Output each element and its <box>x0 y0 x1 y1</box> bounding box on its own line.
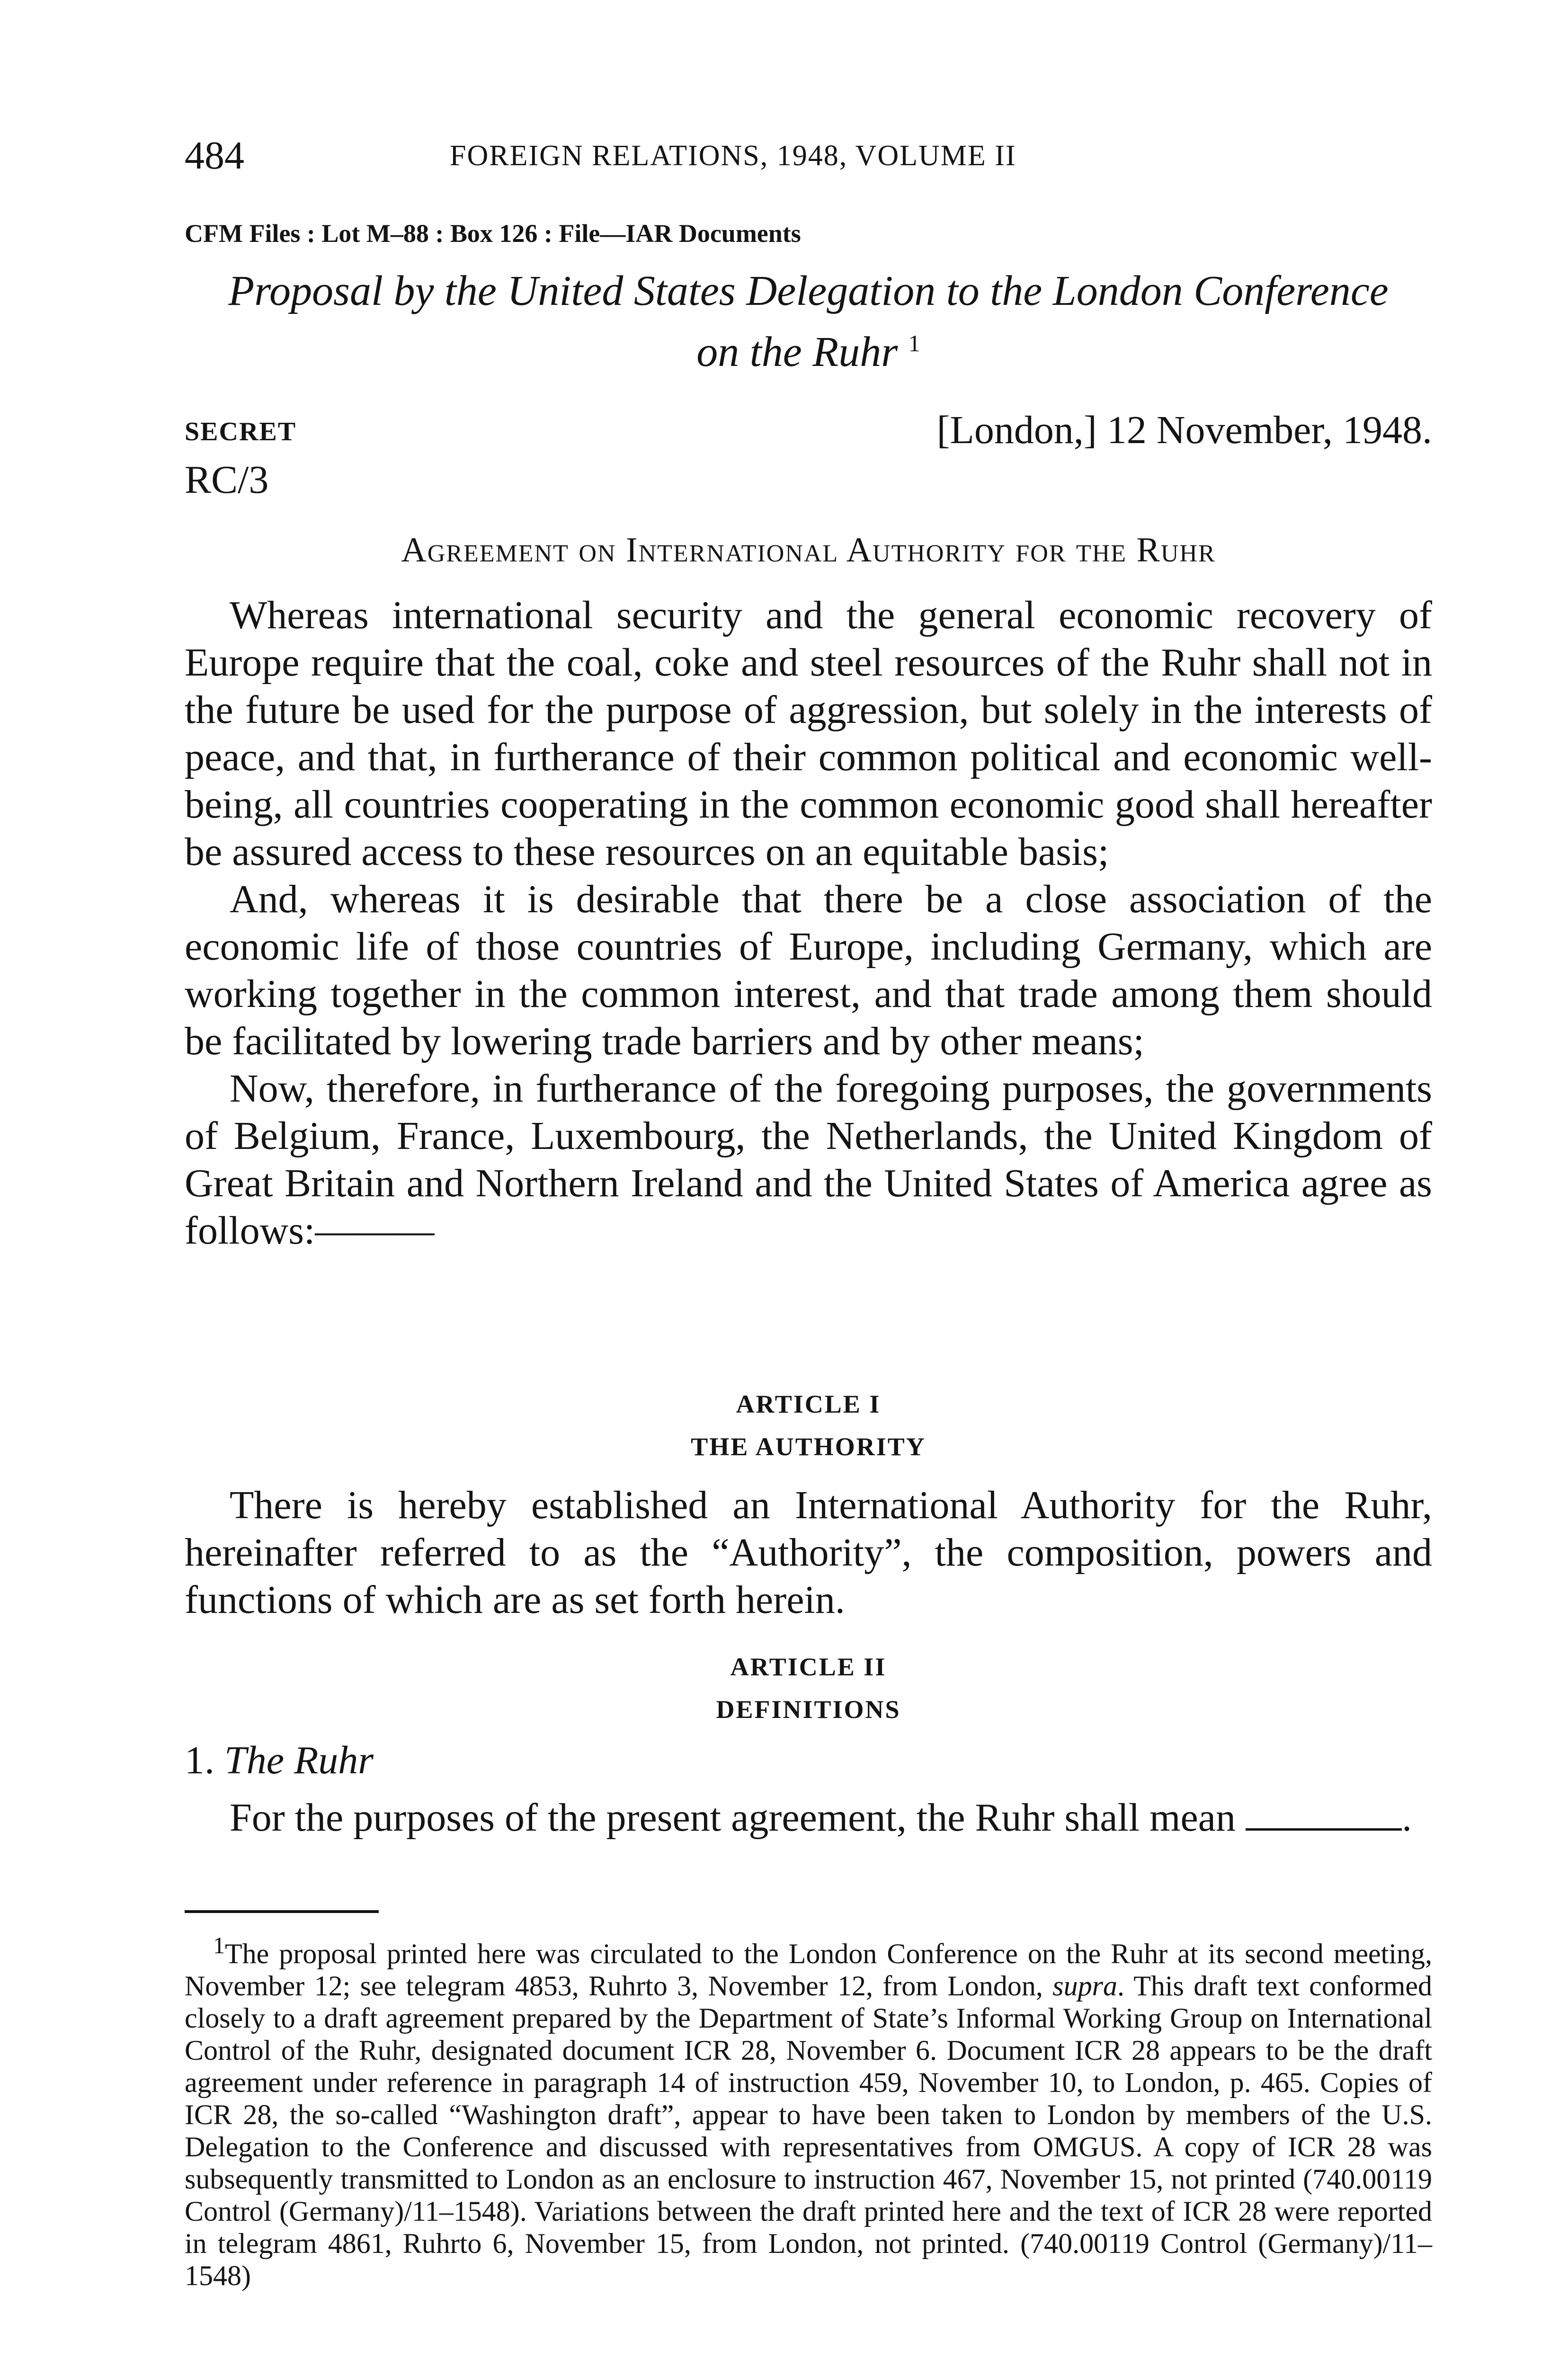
footnote-paragraph <box>185 1929 1432 2292</box>
file-reference: CFM Files : Lot M–88 : Box 126 : File—IAR Documents <box>185 219 801 248</box>
article-2-body <box>185 1794 1432 1842</box>
title-line-1: Proposal by the United States Delegation to the London Conference <box>228 267 1389 314</box>
footnote-divider <box>185 1910 379 1913</box>
article-1-label: ARTICLE I <box>736 1390 881 1418</box>
article-2-paragraph: For the purposes of the present agreement, the Ruhr shall mean . <box>230 1796 1412 1840</box>
footnote-text-a: The proposal printed here was circulated to the London Conference on the Ruhr at its second meeting, November 12; see telegram 4853, Ruhrto 3, November 12, from London, <box>185 1938 1432 2002</box>
preamble <box>185 592 1432 1255</box>
section-title: The Ruhr <box>224 1738 374 1782</box>
title-footnote-mark: 1 <box>908 330 920 356</box>
running-head: FOREIGN RELATIONS, 1948, VOLUME II <box>450 140 1016 172</box>
document-number: RC/3 <box>185 458 269 502</box>
title-line-2 <box>185 317 1432 378</box>
dateline: [London,] 12 November, 1948. <box>936 408 1432 452</box>
page-number: 484 <box>185 133 244 178</box>
footnote <box>185 1929 1432 2292</box>
classification-label: SECRET <box>185 417 297 446</box>
article-1-paragraph: There is hereby established an International Authority for the Ruhr, hereinafter referred to as the “Authority”, the composition, powers and functions of which are as set forth herein. <box>185 1483 1432 1622</box>
section-number: 1. <box>185 1738 214 1782</box>
article-2-text: For the purposes of the present agreement, the Ruhr shall mean <box>230 1796 1236 1840</box>
title-line-2-text: on the Ruhr <box>696 329 898 375</box>
agreement-title: Agreement on International Authority for the Ruhr <box>401 531 1216 570</box>
preamble-paragraph-1: Whereas international security and the general economic recovery of Europe require that the coal, coke and steel resources of the Ruhr shall not in the future be used for the purpose of aggression, but solely in the interests of peace, and that, in furtherance of their common political and economic well-being, all countries cooperating in the common economic good shall hereafter be assured access to these resources on an equitable basis; <box>185 593 1432 874</box>
section-heading <box>185 1737 374 1783</box>
article-1-body <box>185 1482 1432 1624</box>
article-1-heading: THE AUTHORITY <box>691 1433 926 1461</box>
footnote-emphasis: supra <box>1052 1970 1117 2002</box>
document-title <box>185 265 1432 378</box>
page-header <box>185 133 1432 189</box>
preamble-paragraph-2: And, whereas it is desirable that there be a close association of the economic life of those countries of Europe, including Germany, which are working together in the common interest, and that trade among them should be facilitated by lowering trade barriers and by other means; <box>185 877 1432 1063</box>
article-2-heading: DEFINITIONS <box>716 1695 901 1724</box>
definition-blank <box>1246 1800 1402 1831</box>
footnote-text-b: . This draft text conformed closely to a draft agreement prepared by the Department of State’s Informal Working Group on International Control of the Ruhr, designated document ICR 28, November 6. Document ICR 28 appears to be the draft agreement under reference in paragraph 14 of instruction 459, November 10, to London, p. 465. Copies of ICR 28, the so-called “Washington draft”, appear to have been taken to London by members of the U.S. Delegation to the Conference and discussed with representatives from OMGUS. A copy of ICR 28 was subsequently transmitted to London as an enclosure to instruction 467, November 15, not printed (740.00119 Control (Germany)/11–1548). Variations between the draft printed here and the text of ICR 28 were reported in telegram 4861, Ruhrto 6, November 15, from London, not printed. (740.00119 Control (Germany)/11–1548) <box>185 1970 1432 2291</box>
footnote-mark: 1 <box>213 1932 225 1958</box>
preamble-paragraph-3: Now, therefore, in furtherance of the foregoing purposes, the governments of Belgium, France, Luxembourg, the Netherlands, the United Kingdom of Great Britain and Northern Ireland and the United States of America agree as follows:——— <box>185 1067 1432 1253</box>
article-2-label: ARTICLE II <box>730 1653 887 1681</box>
